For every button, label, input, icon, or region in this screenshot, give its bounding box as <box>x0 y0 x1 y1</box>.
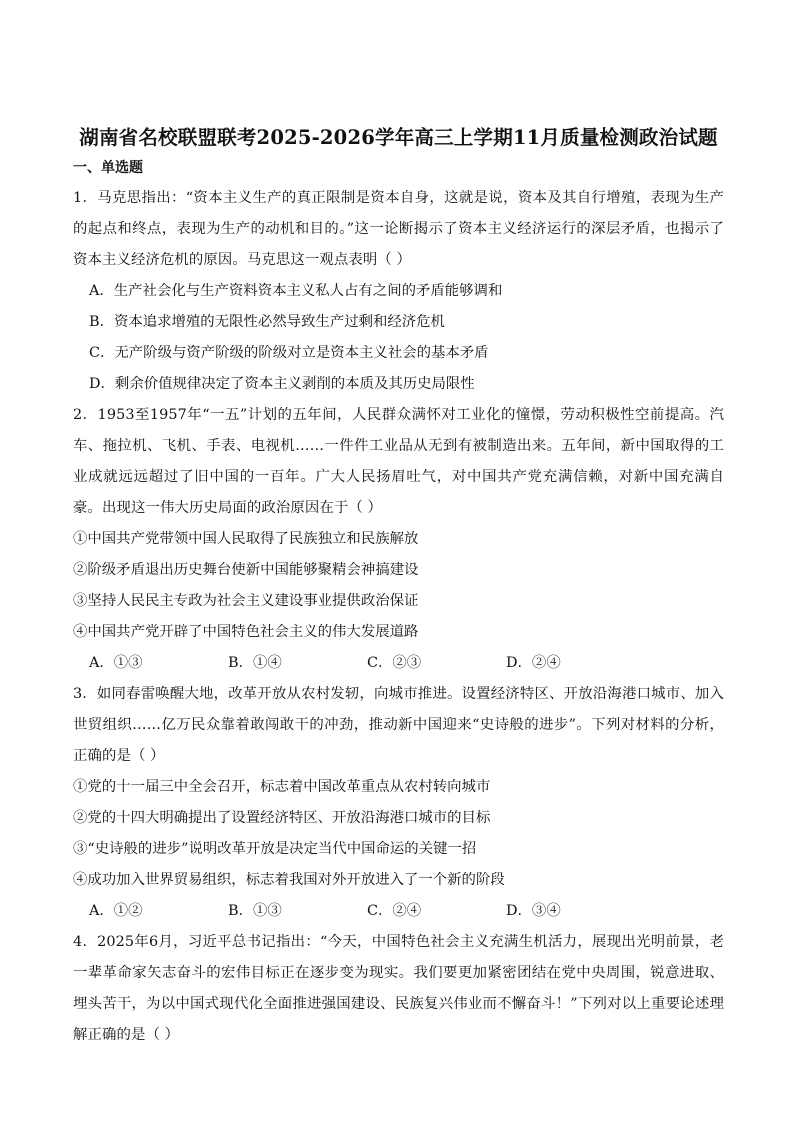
question-2-choice-a: A．①③ <box>89 655 143 671</box>
question-3-statement-3: ③“史诗般的进步”说明改革开放是决定当代中国命运的关键一招 <box>73 841 477 857</box>
question-3-choice-a: A．①② <box>89 903 143 919</box>
exam-title: 湖南省名校联盟联考2025-2026学年高三上学期11月质量检测政治试题 <box>79 126 718 149</box>
question-1-option-a: A．生产社会化与生产资料资本主义私人占有之间的矛盾能够调和 <box>89 283 503 299</box>
question-1-stem: 1．马克思指出：“资本主义生产的真正限制是资本自身，这就是说，资本及其自行增殖，表现为生产的起点和终点，表现为生产的动机和目的。”这一论断揭示了资本主义经济运行的深层矛盾，也揭示了资本主义经济危机的原因。马克思这一观点表明（ ） <box>73 190 724 268</box>
question-4 <box>73 927 724 1051</box>
question-3-choice-c: C．②④ <box>367 903 422 919</box>
question-2-statement-3: ③坚持人民民主专政为社会主义建设事业提供政治保证 <box>73 593 419 609</box>
question-3-choices <box>73 896 724 927</box>
question-2 <box>73 400 724 679</box>
question-3-stem: 3．如同春雷唤醒大地，改革开放从农村发轫，向城市推进。设置经济特区、开放沿海港口城市、加入世贸组织……亿万民众靠着敢闯敢干的冲劲，推动新中国迎来“史诗般的进步”。下列对材料的分析，正确的是（ ） <box>73 686 724 764</box>
question-3-choice-b: B．①③ <box>228 903 282 919</box>
question-1-option-c: C．无产阶级与资产阶级的阶级对立是资本主义社会的基本矛盾 <box>89 345 489 361</box>
question-3 <box>73 679 724 927</box>
question-3-statement-2: ②党的十四大明确提出了设置经济特区、开放沿海港口城市的目标 <box>73 810 491 826</box>
question-2-choice-b: B．①④ <box>228 655 282 671</box>
question-3-choice-d: D．③④ <box>506 903 561 919</box>
question-1-option-b: B．资本追求增殖的无限性必然导致生产过剩和经济危机 <box>89 314 445 330</box>
question-3-statement-1: ①党的十一届三中全会召开，标志着中国改革重点从农村转向城市 <box>73 779 491 795</box>
question-1-option-d: D．剩余价值规律决定了资本主义剥削的本质及其历史局限性 <box>89 376 475 392</box>
question-3-statement-4: ④成功加入世界贸易组织，标志着我国对外开放进入了一个新的阶段 <box>73 872 505 888</box>
question-2-statement-2: ②阶级矛盾退出历史舞台使新中国能够聚精会神搞建设 <box>73 562 419 578</box>
question-2-statement-1: ①中国共产党带领中国人民取得了民族独立和民族解放 <box>73 531 419 547</box>
question-2-choice-d: D．②④ <box>506 655 561 671</box>
question-2-choices <box>73 648 724 679</box>
question-1 <box>73 183 724 400</box>
question-2-stem: 2．1953至1957年“一五”计划的五年间，人民群众满怀对工业化的憧憬，劳动积极性空前提高。汽车、拖拉机、飞机、手表、电视机……一件件工业品从无到有被制造出来。五年间，新中国取得的工业成就远远超过了旧中国的一百年。广大人民扬眉吐气，对中国共产党充满信赖，对新中国充满自豪。出现这一伟大历史局面的政治原因在于（ ） <box>73 407 724 516</box>
question-2-statement-4: ④中国共产党开辟了中国特色社会主义的伟大发展道路 <box>73 624 419 640</box>
question-4-stem: 4．2025年6月，习近平总书记指出：“今天，中国特色社会主义充满生机活力，展现出光明前景，老一辈革命家矢志奋斗的宏伟目标正在逐步变为现实。我们要更加紧密团结在党中央周围，锐意进取、埋头苦干，为以中国式现代化全面推进强国建设、民族复兴伟业而不懈奋斗！”下列对以上重要论述理解正确的是（ ） <box>73 934 724 1043</box>
question-2-choice-c: C．②③ <box>367 655 422 671</box>
section-heading: 一、单选题 <box>73 160 143 176</box>
